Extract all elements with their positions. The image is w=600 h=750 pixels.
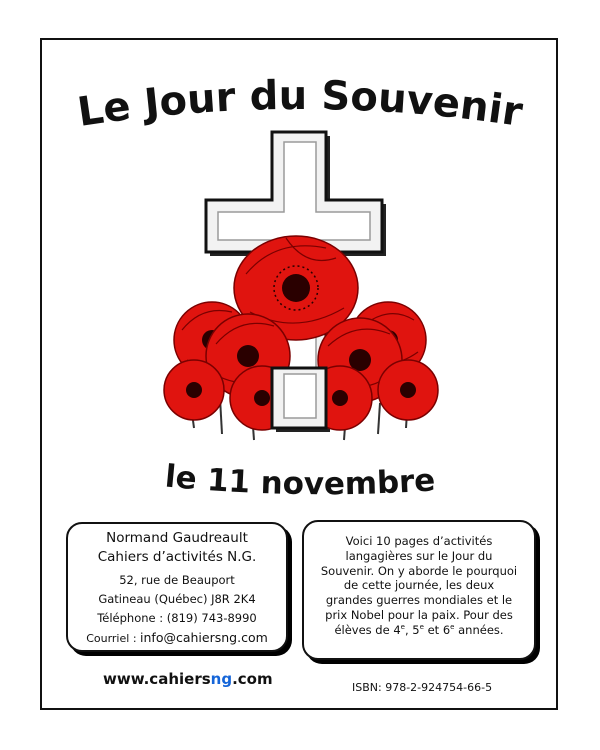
grade-text: années. — [454, 622, 504, 637]
description-line: langagières sur le Jour du — [345, 548, 493, 563]
svg-text:le 11 novembre — [163, 462, 436, 502]
phone-number: Téléphone : (819) 743-8990 — [97, 611, 257, 625]
grade-text: et 6 — [423, 622, 451, 637]
grade-text: , 5 — [404, 622, 420, 637]
svg-text:Le Jour du Souvenir — [75, 73, 526, 136]
grade-text: élèves de 4 — [334, 622, 401, 637]
superscript: e — [419, 622, 424, 631]
address-line-1: 52, rue de Beauport — [119, 573, 235, 587]
author-name: Normand Gaudreault — [106, 530, 248, 546]
website-prefix: www.cahiers — [103, 670, 211, 688]
description-line: prix Nobel pour la paix. Pour des — [325, 607, 513, 622]
isbn: ISBN: 978-2-924754-66-5 — [352, 681, 493, 694]
description-line — [312, 623, 526, 638]
email-label: Courriel : — [86, 632, 137, 645]
superscript: e — [450, 622, 455, 631]
description-line: Souvenir. On y aborde le pourquoi — [320, 563, 518, 578]
cross-poppies-illustration — [150, 128, 450, 448]
description-line: Voici 10 pages d’activités — [345, 534, 493, 548]
email-link[interactable]: info@cahiersng.com — [140, 630, 268, 645]
superscript: e — [400, 622, 405, 631]
company-name: Cahiers d’activités N.G. — [97, 549, 257, 565]
website-ng: ng — [210, 670, 233, 688]
author-contact-box — [66, 522, 288, 652]
date-text: le 11 novembre — [163, 462, 437, 503]
cross-with-poppies-icon — [150, 128, 450, 448]
description-box — [302, 520, 536, 660]
description-line: de cette journée, les deux — [343, 578, 495, 593]
title-text: Le Jour du Souvenir — [74, 72, 526, 136]
cover-date — [0, 462, 600, 512]
website-link[interactable] — [103, 670, 273, 688]
website-suffix: .com — [232, 670, 273, 688]
description-text — [312, 534, 526, 638]
address-line-2: Gatineau (Québec) J8R 2K4 — [98, 592, 256, 606]
email-line — [68, 630, 286, 645]
description-line: grandes guerres mondiales et le — [325, 593, 513, 608]
